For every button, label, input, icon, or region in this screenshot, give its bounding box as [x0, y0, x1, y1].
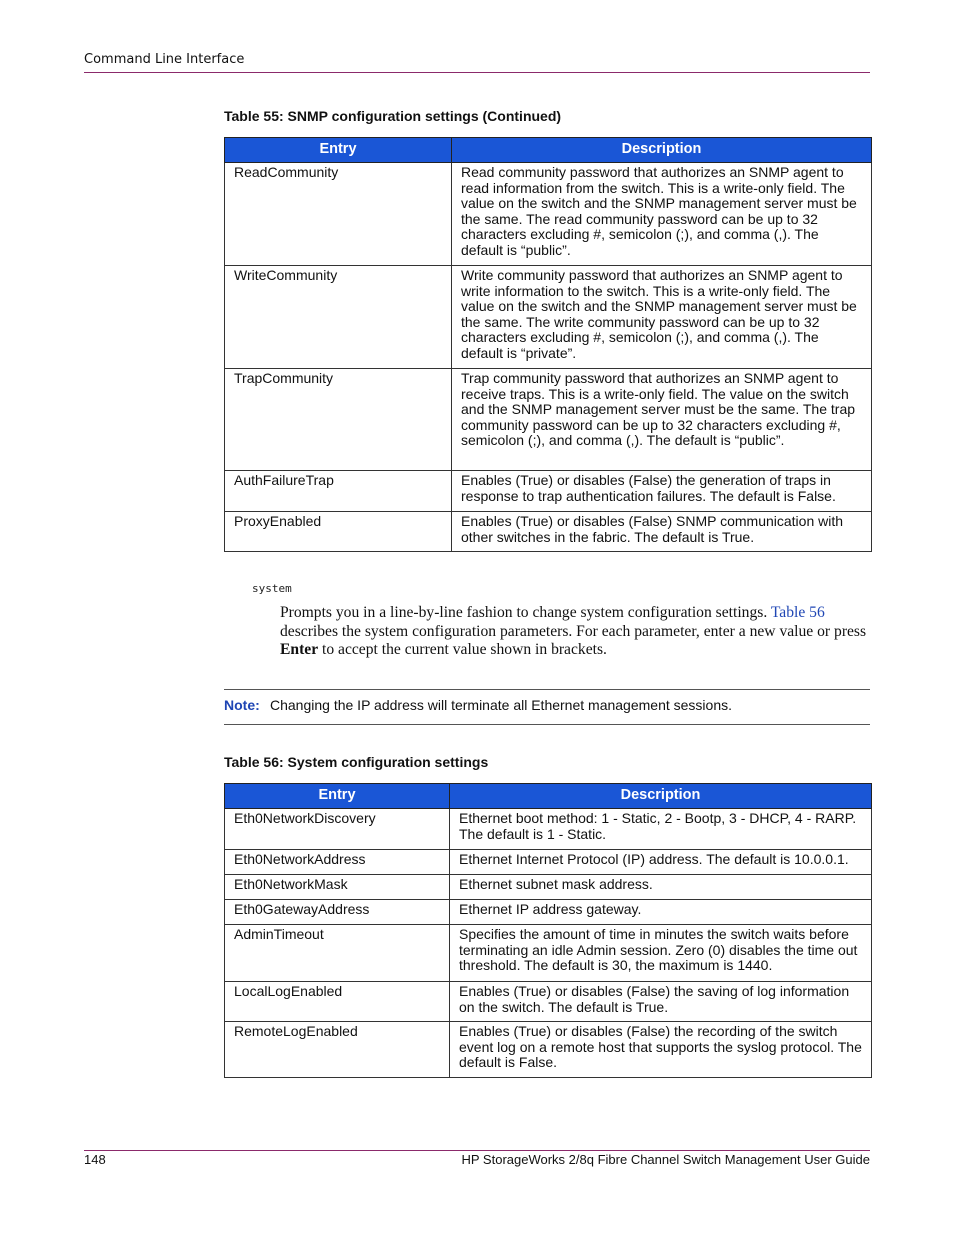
para-text: describes the system configuration parameters. For each parameter, enter a new value or press — [280, 622, 867, 640]
entry-cell: WriteCommunity — [225, 266, 452, 369]
note-box — [224, 689, 870, 725]
table-row — [225, 471, 872, 512]
enter-key-label: Enter — [280, 641, 319, 658]
table55-caption: Table 55: SNMP configuration settings (Continued) — [224, 108, 562, 124]
page-number: 148 — [84, 1152, 106, 1167]
entry-cell: Eth0NetworkMask — [225, 875, 450, 900]
entry-cell: AdminTimeout — [225, 925, 450, 982]
entry-column-header: Entry — [225, 138, 452, 163]
table-header-row — [225, 138, 872, 163]
description-cell: Enables (True) or disables (False) the saving of log information on the switch. The default is True. — [450, 982, 872, 1022]
entry-cell: Eth0NetworkAddress — [225, 850, 450, 875]
description-cell: Trap community password that authorizes an SNMP agent to receive traps. This is a write-only field. The value on the switch and the SNMP management server must be the same. The trap community password can be up to 32 characters excluding #, semicolon (;), and comma (,). The default is “public”. — [452, 369, 872, 471]
table-row — [225, 925, 872, 982]
entry-cell: Eth0NetworkDiscovery — [225, 809, 450, 850]
para-text: Prompts you in a line-by-line fashion to change system configuration settings. — [280, 604, 771, 621]
entry-cell: LocalLogEnabled — [225, 982, 450, 1022]
para-text: to accept the current value shown in brackets. — [318, 641, 607, 658]
entry-cell: ProxyEnabled — [225, 512, 452, 552]
description-cell: Ethernet subnet mask address. — [450, 875, 872, 900]
system-settings-table — [224, 783, 872, 1078]
table-row — [225, 1022, 872, 1078]
system-keyword: system — [252, 582, 292, 595]
snmp-settings-table — [224, 137, 872, 552]
entry-cell: AuthFailureTrap — [225, 471, 452, 512]
table-row — [225, 809, 872, 850]
table-row — [225, 369, 872, 471]
entry-cell: ReadCommunity — [225, 163, 452, 266]
entry-cell: Eth0GatewayAddress — [225, 900, 450, 925]
description-cell: Ethernet boot method: 1 - Static, 2 - Bootp, 3 - DHCP, 4 - RARP. The default is 1 - Static. — [450, 809, 872, 850]
table-row — [225, 512, 872, 552]
description-cell: Enables (True) or disables (False) SNMP communication with other switches in the fabric. The default is True. — [452, 512, 872, 552]
table56-caption: Table 56: System configuration settings — [224, 754, 489, 770]
note-text: Changing the IP address will terminate all Ethernet management sessions. — [270, 697, 732, 713]
footer-rule — [84, 1150, 870, 1151]
description-column-header: Description — [450, 784, 872, 809]
description-cell: Ethernet IP address gateway. — [450, 900, 872, 925]
description-cell: Enables (True) or disables (False) the recording of the switch event log on a remote host that supports the syslog protocol. The default is False. — [450, 1022, 872, 1078]
note-label: Note: — [224, 697, 260, 713]
table-row — [225, 900, 872, 925]
table-row — [225, 982, 872, 1022]
table-row — [225, 266, 872, 369]
description-cell: Specifies the amount of time in minutes the switch waits before terminating an idle Admin session. Zero (0) disables the time out threshold. The default is 30, the maximum is 1440. — [450, 925, 872, 982]
table-header-row — [225, 784, 872, 809]
running-head: Command Line Interface — [84, 52, 245, 67]
table-row — [225, 163, 872, 266]
footer-doc-title: HP StorageWorks 2/8q Fibre Channel Switch Management User Guide — [461, 1152, 870, 1167]
description-cell: Read community password that authorizes an SNMP agent to read information from the switch. This is a write-only field. The value on the switch and the SNMP management server must be the same. The read community password can be up to 32 characters excluding #, semicolon (;), and comma (,). The default is “public”. — [452, 163, 872, 266]
description-column-header: Description — [452, 138, 872, 163]
table56-link[interactable]: Table 56 — [770, 604, 825, 621]
entry-cell: TrapCommunity — [225, 369, 452, 471]
entry-column-header: Entry — [225, 784, 450, 809]
entry-cell: RemoteLogEnabled — [225, 1022, 450, 1078]
system-description — [280, 604, 870, 660]
description-cell: Write community password that authorizes an SNMP agent to write information to the switch. This is a write-only field. The value on the switch and the SNMP management server must be the same. The write community password can be up to 32 characters excluding #, semicolon (;), and comma (,). The default is “private”. — [452, 266, 872, 369]
header-rule — [84, 72, 870, 73]
table-row — [225, 850, 872, 875]
table-row — [225, 875, 872, 900]
description-cell: Enables (True) or disables (False) the generation of traps in response to trap authentication failures. The default is False. — [452, 471, 872, 512]
description-cell: Ethernet Internet Protocol (IP) address. The default is 10.0.0.1. — [450, 850, 872, 875]
